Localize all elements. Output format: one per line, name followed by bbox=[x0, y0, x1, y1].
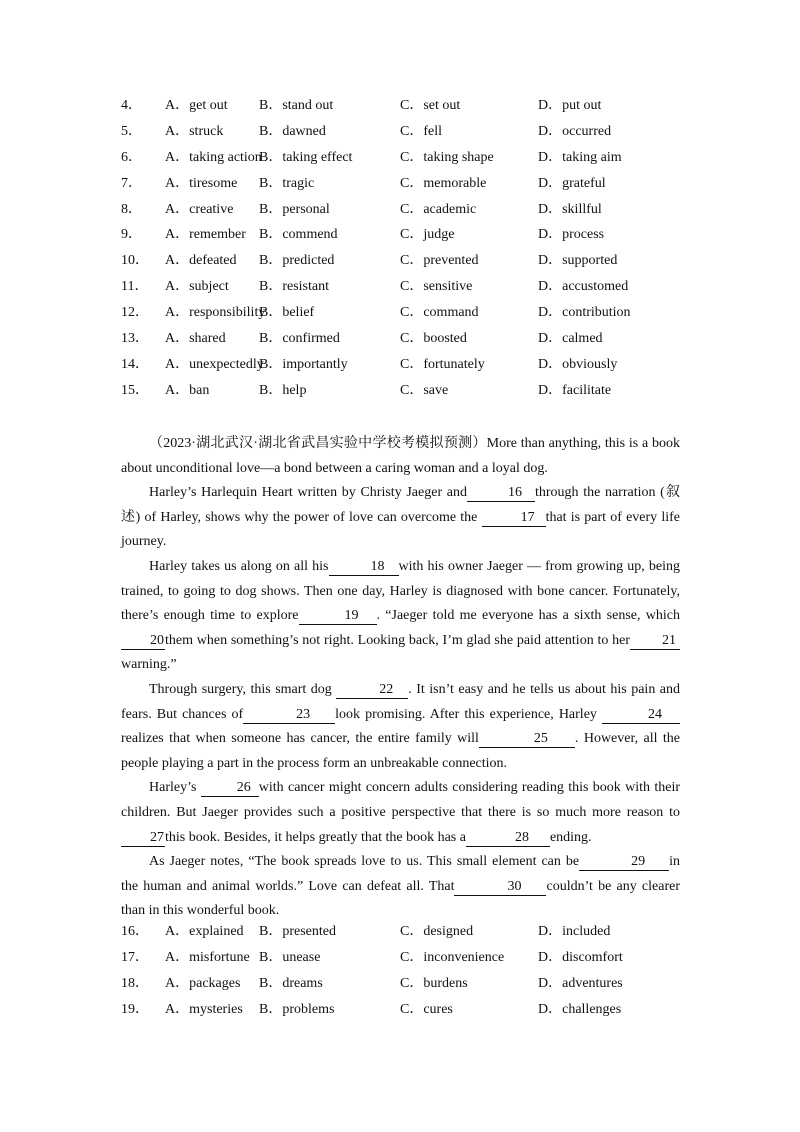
option-a: A．packages bbox=[165, 975, 241, 991]
option-b: B．problems bbox=[259, 1001, 335, 1017]
option-a: A．tiresome bbox=[165, 175, 238, 191]
question-number: 17． bbox=[121, 949, 149, 965]
blank-28: 28 bbox=[466, 830, 550, 847]
blank-30: 30 bbox=[454, 879, 546, 896]
option-d: D．adventures bbox=[538, 975, 623, 991]
passage-text: realizes that when someone has cancer, the entire family will bbox=[121, 731, 479, 747]
option-c: C．memorable bbox=[400, 175, 487, 191]
option-c: C．boosted bbox=[400, 331, 467, 347]
question-number: 9． bbox=[121, 227, 142, 243]
question-number: 8． bbox=[121, 201, 142, 217]
passage-text: warning.” bbox=[121, 657, 177, 673]
blank-18: 18 bbox=[329, 559, 399, 576]
option-b: B．presented bbox=[259, 924, 336, 939]
question-number: 6． bbox=[121, 149, 142, 165]
option-a: A．explained bbox=[165, 924, 244, 939]
passage-paragraph-2 bbox=[121, 481, 680, 555]
blank-21: 21 bbox=[630, 633, 680, 650]
option-c: C．burdens bbox=[400, 975, 468, 991]
question-number: 5． bbox=[121, 123, 142, 139]
option-b: B．dreams bbox=[259, 975, 323, 991]
passage-text: Harley’s Harlequin Heart written by Christy Jaeger and bbox=[149, 485, 467, 501]
question-number: 7． bbox=[121, 175, 142, 191]
option-row-5 bbox=[121, 125, 681, 151]
option-c: C．fell bbox=[400, 123, 442, 139]
option-d: D．calmed bbox=[538, 331, 603, 347]
option-a: A．shared bbox=[165, 331, 226, 347]
question-number: 16． bbox=[121, 924, 149, 939]
passage-paragraph-4 bbox=[121, 678, 680, 776]
option-d: D．included bbox=[538, 924, 611, 939]
passage-text: Harley takes us along on all his bbox=[149, 558, 329, 574]
option-row-8 bbox=[121, 203, 681, 229]
blank-26: 26 bbox=[201, 780, 259, 797]
blank-25: 25 bbox=[479, 731, 575, 748]
passage-text: them when something’s not right. Looking back, I’m glad she paid attention to her bbox=[165, 632, 630, 648]
option-row-6 bbox=[121, 151, 681, 177]
option-a: A．misfortune bbox=[165, 949, 250, 965]
passage-text: ending. bbox=[549, 829, 592, 845]
option-b: B．resistant bbox=[259, 279, 329, 295]
passage-text: this book. Besides, it helps greatly that the book has a bbox=[165, 829, 466, 845]
option-a: A．responsibility bbox=[165, 305, 266, 321]
option-c: C．academic bbox=[400, 201, 477, 217]
option-b: B．belief bbox=[259, 305, 315, 321]
option-d: D．put out bbox=[538, 98, 602, 113]
option-d: D．contribution bbox=[538, 305, 631, 321]
question-number: 12． bbox=[121, 305, 149, 321]
option-d: D．process bbox=[538, 227, 605, 243]
option-c: C．save bbox=[400, 382, 449, 398]
passage-text: （2023·湖北武汉·湖北省武昌实验中学校考模拟预测）More than anything, this is a book about unconditional love—a bond between a caring woman and a loyal dog. bbox=[121, 436, 680, 476]
option-d: D．occurred bbox=[538, 123, 612, 139]
option-b: B．dawned bbox=[259, 123, 326, 139]
option-row-11 bbox=[121, 280, 681, 306]
option-row-17 bbox=[121, 951, 681, 977]
question-number: 13． bbox=[121, 331, 149, 347]
option-a: A．get out bbox=[165, 98, 228, 113]
options-list-4-15 bbox=[121, 99, 681, 410]
passage-text: that is part of every life journey. bbox=[121, 509, 680, 550]
question-number: 4． bbox=[121, 98, 142, 113]
blank-16: 16 bbox=[467, 485, 535, 502]
question-number: 11． bbox=[121, 279, 149, 295]
option-a: A．subject bbox=[165, 279, 229, 295]
passage-text: . However, all the people playing a part in the process form an unbreakable connection. bbox=[121, 731, 680, 771]
option-d: D．accustomed bbox=[538, 279, 629, 295]
option-d: D．supported bbox=[538, 253, 618, 269]
cloze-passage bbox=[121, 432, 680, 924]
passage-text: in the human and animal worlds.” Love can defeat all. That bbox=[121, 854, 680, 894]
passage-text: look promising. After this experience, Harley bbox=[335, 706, 602, 722]
option-a: A．creative bbox=[165, 201, 234, 217]
option-row-12 bbox=[121, 306, 681, 332]
blank-17: 17 bbox=[482, 510, 546, 527]
passage-paragraph-3 bbox=[121, 555, 680, 678]
option-b: B．taking effect bbox=[259, 149, 353, 165]
passage-text: with cancer might concern adults considering reading this book with their children. But Jaeger provides such a positive perspective that there is so much more reason to bbox=[121, 780, 680, 820]
option-row-7 bbox=[121, 177, 681, 203]
option-b: B．tragic bbox=[259, 175, 315, 191]
question-number: 18． bbox=[121, 975, 149, 991]
option-d: D．taking aim bbox=[538, 149, 622, 165]
passage-text: As Jaeger notes, “The book spreads love to us. This small element can be bbox=[149, 854, 580, 870]
option-b: B．importantly bbox=[259, 356, 348, 372]
passage-text: through the narration (叙述) of Harley, shows why the power of love can overcome the bbox=[121, 485, 680, 525]
option-a: A．defeated bbox=[165, 253, 237, 269]
blank-22: 22 bbox=[336, 682, 408, 699]
option-c: C．prevented bbox=[400, 253, 479, 269]
question-number: 15． bbox=[121, 382, 149, 398]
option-row-15 bbox=[121, 384, 681, 410]
option-d: D．discomfort bbox=[538, 949, 623, 965]
option-a: A．unexpectedly bbox=[165, 356, 264, 372]
option-b: B．unease bbox=[259, 949, 321, 965]
option-row-18 bbox=[121, 977, 681, 1003]
passage-text: couldn’t be any clearer than in this wonderful book. bbox=[121, 878, 681, 919]
option-a: A．ban bbox=[165, 382, 210, 398]
option-c: C．judge bbox=[400, 227, 455, 243]
option-row-13 bbox=[121, 332, 681, 358]
option-a: A．remember bbox=[165, 227, 246, 243]
passage-paragraph-1 bbox=[121, 432, 680, 481]
option-a: A．struck bbox=[165, 123, 224, 139]
option-c: C．fortunately bbox=[400, 356, 485, 372]
option-row-19 bbox=[121, 1003, 681, 1029]
passage-text: . It isn’t easy and he tells us about his pain and fears. But chances of bbox=[121, 681, 681, 722]
option-b: B．stand out bbox=[259, 98, 334, 113]
option-d: D．obviously bbox=[538, 356, 618, 372]
passage-paragraph-6 bbox=[121, 850, 680, 924]
option-b: B．help bbox=[259, 382, 307, 398]
question-number: 19． bbox=[121, 1001, 149, 1017]
options-list-16-19 bbox=[121, 925, 681, 1029]
blank-29: 29 bbox=[579, 854, 669, 871]
option-c: C．designed bbox=[400, 924, 474, 939]
option-d: D．grateful bbox=[538, 175, 606, 191]
option-c: C．command bbox=[400, 305, 479, 321]
option-d: D．skillful bbox=[538, 201, 602, 217]
question-number: 14． bbox=[121, 356, 149, 372]
option-a: A．taking action bbox=[165, 149, 262, 165]
option-d: D．facilitate bbox=[538, 382, 612, 398]
option-row-4 bbox=[121, 99, 681, 125]
option-c: C．cures bbox=[400, 1001, 453, 1017]
option-a: A．mysteries bbox=[165, 1001, 243, 1017]
passage-text: . “Jaeger told me everyone has a sixth sense, which bbox=[376, 608, 680, 624]
question-number: 10． bbox=[121, 253, 149, 269]
passage-text: Through surgery, this smart dog bbox=[149, 681, 337, 697]
option-row-16 bbox=[121, 925, 681, 951]
option-b: B．predicted bbox=[259, 253, 335, 269]
option-row-9 bbox=[121, 228, 681, 254]
option-c: C．set out bbox=[400, 98, 461, 113]
option-b: B．commend bbox=[259, 227, 338, 243]
passage-text: with his owner Jaeger — from growing up, being trained, to going to dog shows. Then one day, Harley is diagnosed with bone cancer. Fortunately, there’s enough time to explore bbox=[121, 558, 680, 624]
passage-text: Harley’s bbox=[149, 780, 201, 796]
option-row-10 bbox=[121, 254, 681, 280]
blank-24: 24 bbox=[602, 707, 680, 724]
option-b: B．confirmed bbox=[259, 331, 340, 347]
option-d: D．challenges bbox=[538, 1001, 622, 1017]
option-b: B．personal bbox=[259, 201, 330, 217]
option-row-14 bbox=[121, 358, 681, 384]
blank-23: 23 bbox=[243, 707, 335, 724]
option-c: C．taking shape bbox=[400, 149, 494, 165]
option-c: C．inconvenience bbox=[400, 949, 505, 965]
option-c: C．sensitive bbox=[400, 279, 473, 295]
blank-20: 20 bbox=[121, 633, 165, 650]
blank-19: 19 bbox=[299, 608, 377, 625]
passage-paragraph-5 bbox=[121, 776, 680, 850]
blank-27: 27 bbox=[121, 830, 165, 847]
